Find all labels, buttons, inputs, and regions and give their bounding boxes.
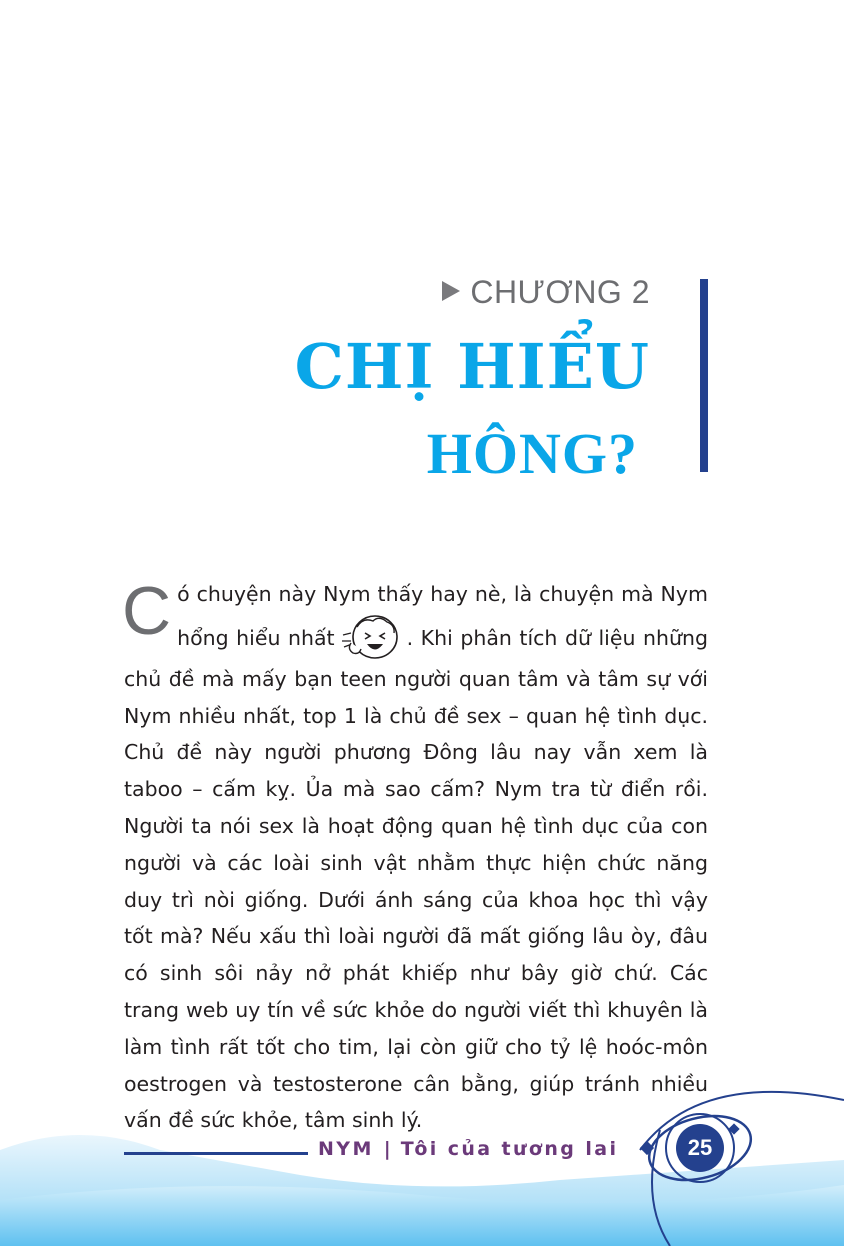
chapter-title-line1: CHỊ HIỂU: [294, 330, 650, 403]
play-arrow-icon: [442, 281, 460, 301]
footer-book-title: Tôi của tương lai: [400, 1138, 619, 1160]
chapter-label-text: CHƯƠNG 2: [470, 274, 650, 310]
paragraph-part-2: . Khi phân tích dữ liệu những chủ đề mà mấy bạn teen người quan tâm và tâm sự với Nym nhiều nhất, top 1 là chủ đề sex – quan hệ tình dục. Chủ đề này người phương Đông lâu nay vẫn xem là taboo – cấm kỵ. Ủa mà sao cấm? Nym tra từ điển rồi. Người ta nói sex là hoạt động quan hệ tình dục của con người và các loài sinh vật nhằm thực hiện chức năng duy trì nòi giống. Dưới ánh sáng của khoa học thì vậy tốt mà? Nếu xấu thì loài người đã mất giống lâu òy, đâu có sinh sôi nảy nở phát khiếp như bây giờ chứ. Các trang web uy tín về sức khỏe do người viết thì khuyên là làm tình rất tốt cho tim, lại còn giữ cho tỷ lệ hoóc-môn oestrogen và testosterone cân bằng, giúp tránh nhiều vấn đề sức khỏe, tâm sinh lý.: [124, 625, 709, 1133]
footer-separator: |: [383, 1138, 391, 1160]
title-accent-bar: [700, 279, 708, 472]
laughing-face-icon: [339, 613, 403, 661]
drop-cap: C: [122, 573, 172, 649]
chapter-label: [442, 274, 650, 311]
body-paragraph: [122, 573, 709, 1139]
page-number: 25: [676, 1124, 724, 1172]
orbit-decoration: [600, 1080, 844, 1246]
running-footer: [318, 1138, 618, 1160]
footer-brand: NYM: [318, 1138, 374, 1160]
footer-rule: [124, 1152, 308, 1155]
paragraph-part-1: ó chuyện này Nym thấy hay nè, là chuyện mà Nym hổng hiểu nhất: [177, 582, 708, 650]
chapter-title-line2: HÔNG?: [426, 421, 638, 486]
